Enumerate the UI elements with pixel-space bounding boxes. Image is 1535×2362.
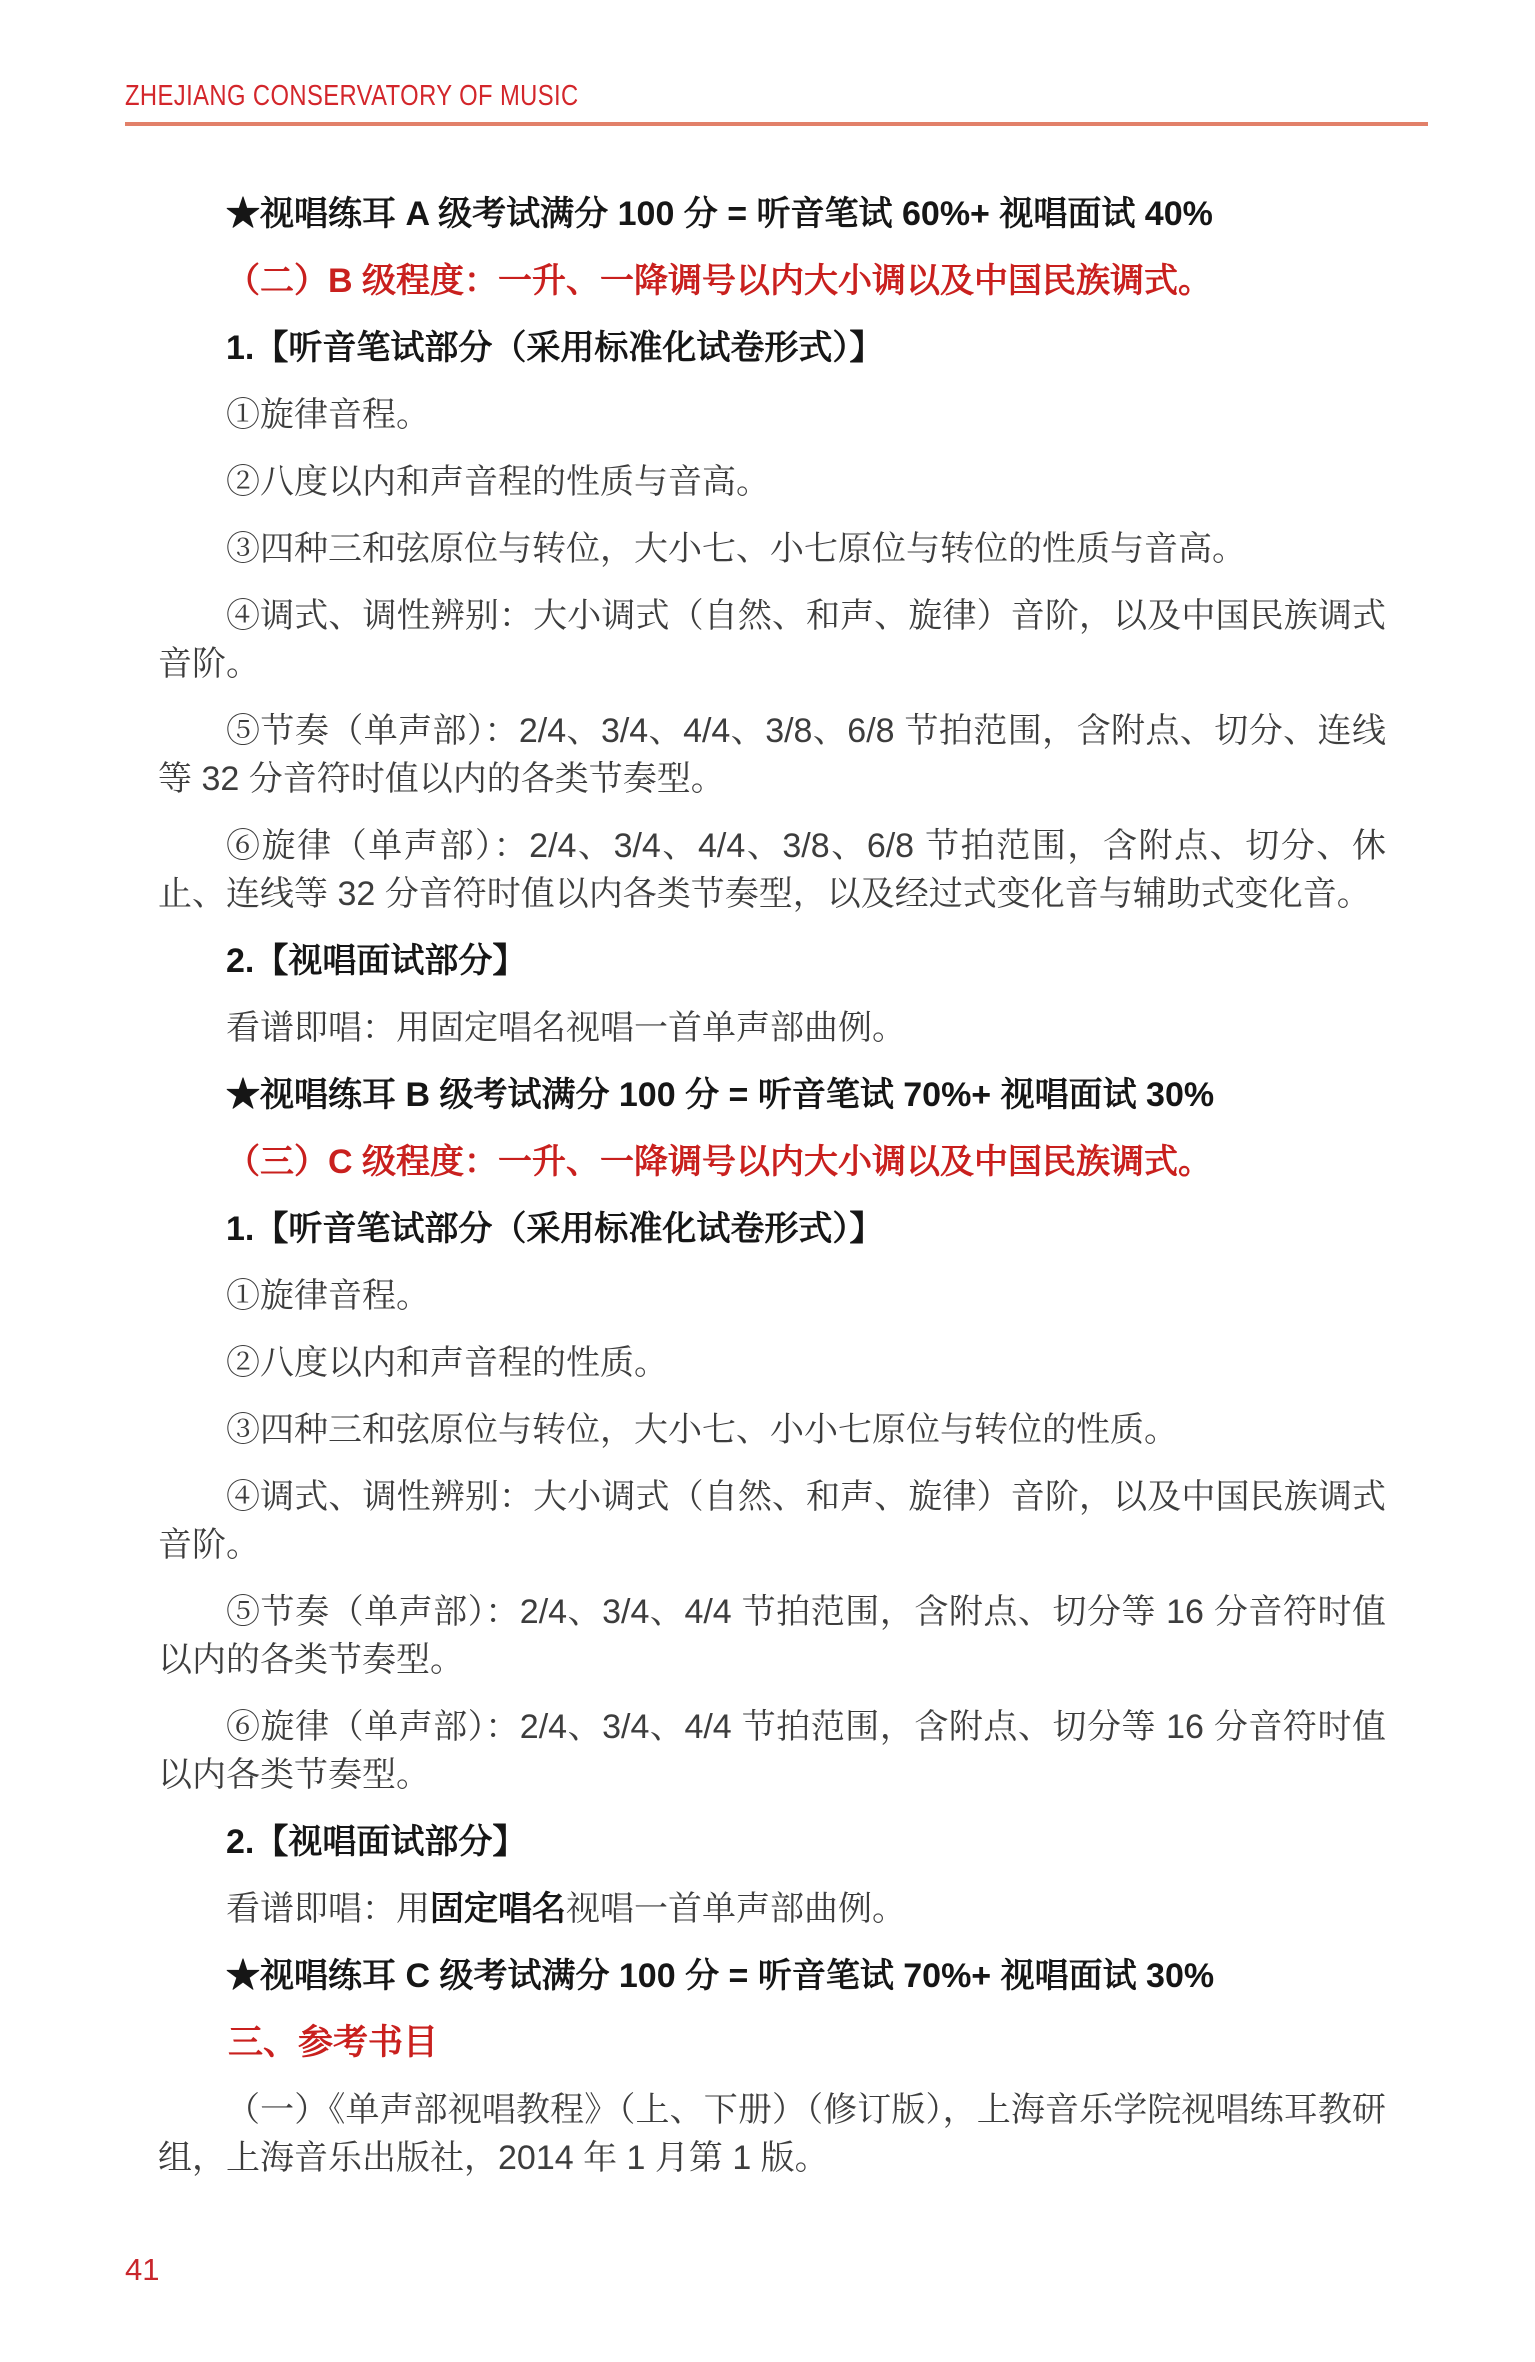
score-formula-c: ★视唱练耳 C 级考试满分 100 分 = 听音笔试 70%+ 视唱面试 30% [226, 1957, 1215, 1995]
section-b-item-6: ⑥旋律（单声部）：2/4、3/4、4/4、3/8、6/8 节拍范围，含附点、切分、休止、连线等 32 分音符时值以内各类节奏型，以及经过式变化音与辅助式变化音。 [158, 827, 1386, 913]
score-formula-a: ★视唱练耳 A 级考试满分 100 分 = 听音笔试 60%+ 视唱面试 40% [226, 195, 1213, 233]
section-c-item-4: ④调式、调性辨别：大小调式（自然、和声、旋律）音阶，以及中国民族调式音阶。 [158, 1478, 1386, 1564]
masthead-title: ZHEJIANG CONSERVATORY OF MUSIC [125, 80, 579, 112]
page-number: 41 [125, 2252, 160, 2287]
section-b-item-3: ③四种三和弦原位与转位，大小七、小七原位与转位的性质与音高。 [226, 530, 1246, 568]
document-body [158, 190, 1386, 2201]
score-formula-b: ★视唱练耳 B 级考试满分 100 分 = 听音笔试 70%+ 视唱面试 30% [226, 1076, 1215, 1114]
section-b-interview-heading: 2.【视唱面试部分】 [226, 942, 527, 980]
section-b-item-4: ④调式、调性辨别：大小调式（自然、和声、旋律）音阶，以及中国民族调式音阶。 [158, 597, 1386, 683]
section-b-interview-desc: 看谱即唱：用固定唱名视唱一首单声部曲例。 [226, 1009, 906, 1047]
interview-desc-suffix: 视唱一首单声部曲例。 [566, 1890, 906, 1928]
section-c-item-1: ①旋律音程。 [226, 1277, 430, 1315]
section-c-written-test-heading: 1.【听音笔试部分（采用标准化试卷形式）】 [226, 1210, 884, 1248]
interview-desc-bold-term: 固定唱名 [430, 1890, 566, 1928]
section-b-item-5: ⑤节奏（单声部）：2/4、3/4、4/4、3/8、6/8 节拍范围，含附点、切分、连线等 32 分音符时值以内的各类节奏型。 [158, 712, 1386, 798]
section-b-item-2: ②八度以内和声音程的性质与音高。 [226, 463, 770, 501]
section-c-item-3: ③四种三和弦原位与转位，大小七、小小七原位与转位的性质。 [226, 1411, 1178, 1449]
masthead-rule [125, 122, 1428, 126]
section-c-item-6: ⑥旋律（单声部）：2/4、3/4、4/4 节拍范围，含附点、切分等 16 分音符时值以内各类节奏型。 [158, 1708, 1386, 1794]
section-b-heading: （二）B 级程度：一升、一降调号以内大小调以及中国民族调式。 [226, 262, 1212, 300]
section-b-written-test-heading: 1.【听音笔试部分（采用标准化试卷形式）】 [226, 329, 884, 367]
reference-item-1: （一）《单声部视唱教程》（上、下册）（修订版），上海音乐学院视唱练耳教研组，上海音乐出版社，2014 年 1 月第 1 版。 [158, 2091, 1386, 2177]
section-c-heading: （三）C 级程度：一升、一降调号以内大小调以及中国民族调式。 [226, 1143, 1212, 1181]
section-c-item-5: ⑤节奏（单声部）：2/4、3/4、4/4 节拍范围，含附点、切分等 16 分音符时值以内的各类节奏型。 [158, 1593, 1386, 1679]
section-b-item-1: ①旋律音程。 [226, 396, 430, 434]
section-c-interview-heading: 2.【视唱面试部分】 [226, 1823, 527, 1861]
section-c-item-2: ②八度以内和声音程的性质。 [226, 1344, 668, 1382]
section-c-interview-desc [158, 1885, 1386, 1933]
references-heading: 三、参考书目 [228, 2023, 439, 2062]
interview-desc-prefix: 看谱即唱：用 [226, 1890, 430, 1928]
